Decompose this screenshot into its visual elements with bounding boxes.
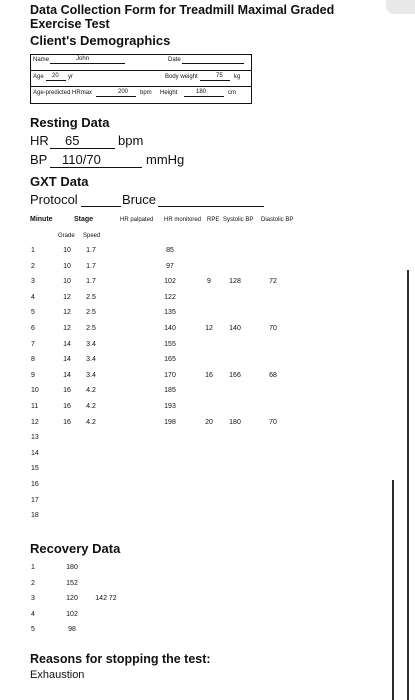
row-speed: 3.4 (86, 340, 96, 348)
protocol-label: Protocol (30, 192, 78, 207)
row-hr-monitored: 140 (164, 325, 176, 332)
row-minute: 6 (31, 325, 35, 332)
height-value: 180 (196, 89, 207, 95)
row-hr-monitored: 165 (164, 356, 176, 364)
corner-badge (386, 0, 415, 14)
col-header-systolic: Systolic BP (223, 217, 254, 223)
row-hr-monitored: 122 (164, 293, 176, 301)
name-underline (50, 63, 125, 64)
row-hr-monitored: 193 (164, 403, 176, 410)
row-minute: 9 (31, 371, 35, 379)
row-speed: 3.4 (86, 356, 96, 364)
recovery-minute: 1 (31, 564, 35, 571)
bodyweight-unit: kg (234, 74, 241, 80)
row-diastolic: 68 (269, 371, 277, 379)
name-value: John (76, 56, 90, 62)
recovery-hr: 102 (66, 610, 78, 618)
row-grade: 10 (63, 262, 71, 270)
recovery-hr: 98 (68, 626, 76, 634)
row-minute: 13 (31, 434, 39, 442)
scrollbar-thumb[interactable] (392, 480, 394, 700)
row-minute: 2 (31, 262, 35, 270)
row-speed: 2.5 (86, 293, 96, 301)
row-hr-monitored: 97 (166, 262, 174, 270)
recovery-hr: 152 (66, 579, 78, 587)
resting-hr-unit: bpm (118, 133, 144, 148)
col-header-minute: Minute (30, 216, 53, 223)
resting-hr-underline (50, 148, 115, 149)
date-underline (182, 63, 244, 64)
row-hr-monitored: 155 (164, 340, 176, 348)
row-grade: 10 (63, 278, 71, 286)
col-header-grade: Grade (58, 233, 75, 239)
row-minute: 8 (31, 356, 35, 364)
col-header-rpe: RPE (207, 217, 220, 223)
row-minute: 12 (31, 418, 39, 426)
col-header-speed: Speed (83, 233, 101, 239)
resting-bp-unit: mmHg (146, 152, 185, 167)
recovery-minute: 4 (31, 610, 35, 618)
row-minute: 10 (31, 387, 39, 395)
recovery-hr: 180 (66, 564, 78, 571)
protocol-underline-2 (158, 206, 264, 207)
resting-bp-underline (50, 167, 142, 168)
row-grade: 14 (63, 356, 71, 364)
row-speed: 4.2 (86, 403, 96, 410)
row-speed: 4.2 (86, 418, 96, 426)
demo-divider-2 (30, 86, 252, 87)
row-minute: 14 (31, 449, 39, 457)
row-grade: 10 (63, 247, 71, 254)
bodyweight-label: Body weight (165, 74, 198, 80)
reasons-value: Exhaustion (30, 669, 85, 681)
scrollbar-track-upper[interactable] (407, 270, 409, 700)
row-systolic: 140 (229, 325, 241, 332)
row-grade: 12 (63, 309, 71, 317)
row-grade: 16 (63, 403, 71, 410)
recovery-minute: 5 (31, 626, 35, 634)
col-header-hr-monitored: HR monitored (164, 217, 202, 223)
col-header-stage: Stage (74, 216, 94, 223)
row-speed: 1.7 (86, 247, 96, 254)
row-minute: 4 (31, 293, 35, 301)
row-minute: 17 (31, 496, 39, 504)
row-grade: 12 (63, 325, 71, 332)
row-grade: 12 (63, 293, 71, 301)
row-grade: 14 (63, 340, 71, 348)
row-speed: 4.2 (86, 387, 96, 395)
row-rpe: 9 (207, 278, 211, 286)
height-label: Height (160, 90, 178, 96)
height-underline (184, 96, 224, 97)
row-diastolic: 70 (269, 418, 277, 426)
row-minute: 18 (31, 512, 39, 520)
protocol-value: Bruce (122, 192, 156, 207)
row-hr-monitored: 135 (164, 309, 176, 317)
resting-hr-label: HR (30, 133, 49, 148)
form-title-line1: Data Collection Form for Treadmill Maximal Graded (30, 3, 335, 17)
row-minute: 3 (31, 278, 35, 286)
row-rpe: 16 (205, 371, 213, 379)
row-systolic: 166 (229, 371, 241, 379)
row-grade: 16 (63, 418, 71, 426)
hrmax-label: Age-predicted HRmax (33, 90, 93, 96)
resting-bp-label: BP (30, 152, 48, 167)
row-hr-monitored: 85 (166, 247, 174, 254)
hrmax-unit: bpm (140, 90, 152, 96)
name-label: Name (33, 57, 50, 63)
row-speed: 1.7 (86, 278, 96, 286)
row-grade: 16 (63, 387, 71, 395)
row-minute: 1 (31, 247, 35, 254)
col-header-diastolic: Diastolic BP (261, 217, 294, 223)
resting-hr-value: 65 (65, 133, 80, 148)
gxt-heading: GXT Data (30, 174, 89, 189)
row-hr-monitored: 185 (164, 387, 176, 395)
recovery-minute: 2 (31, 579, 35, 587)
age-value: 20 (52, 73, 59, 79)
row-rpe: 20 (205, 418, 213, 426)
row-diastolic: 72 (269, 278, 277, 286)
row-systolic: 180 (229, 418, 241, 426)
protocol-underline-1 (81, 206, 121, 207)
row-speed: 3.4 (86, 371, 96, 379)
recovery-hr: 120 (66, 595, 78, 603)
row-hr-monitored: 198 (164, 418, 176, 426)
row-minute: 15 (31, 465, 39, 473)
row-grade: 14 (63, 371, 71, 379)
resting-heading: Resting Data (30, 115, 110, 130)
recovery-bp: 142 72 (95, 595, 117, 603)
age-underline (46, 80, 66, 81)
row-speed: 2.5 (86, 309, 96, 317)
row-rpe: 12 (205, 325, 213, 332)
row-hr-monitored: 102 (164, 278, 176, 286)
age-unit: yr (68, 74, 73, 80)
recovery-heading: Recovery Data (30, 541, 121, 556)
row-speed: 2.5 (86, 325, 96, 332)
age-label: Age (33, 74, 44, 80)
row-minute: 11 (31, 403, 39, 410)
form-title-line2: Exercise Test (30, 17, 110, 31)
date-label: Date (168, 57, 181, 63)
hrmax-underline (96, 96, 136, 97)
demo-divider-1 (30, 70, 252, 71)
row-speed: 1.7 (86, 262, 96, 270)
resting-bp-value: 110/70 (62, 152, 101, 167)
row-minute: 16 (31, 481, 39, 488)
row-systolic: 128 (229, 278, 241, 286)
row-minute: 5 (31, 309, 35, 317)
bodyweight-value: 75 (216, 73, 223, 79)
demographics-heading: Client's Demographics (30, 33, 171, 48)
row-minute: 7 (31, 340, 35, 348)
reasons-heading: Reasons for stopping the test: (30, 652, 211, 666)
row-hr-monitored: 170 (164, 371, 176, 379)
height-unit: cm (228, 90, 236, 96)
hrmax-value: 200 (118, 89, 129, 95)
recovery-minute: 3 (31, 595, 35, 603)
bodyweight-underline (200, 80, 230, 81)
col-header-hr-palpated: HR palpated (120, 217, 154, 223)
row-diastolic: 70 (269, 325, 277, 332)
